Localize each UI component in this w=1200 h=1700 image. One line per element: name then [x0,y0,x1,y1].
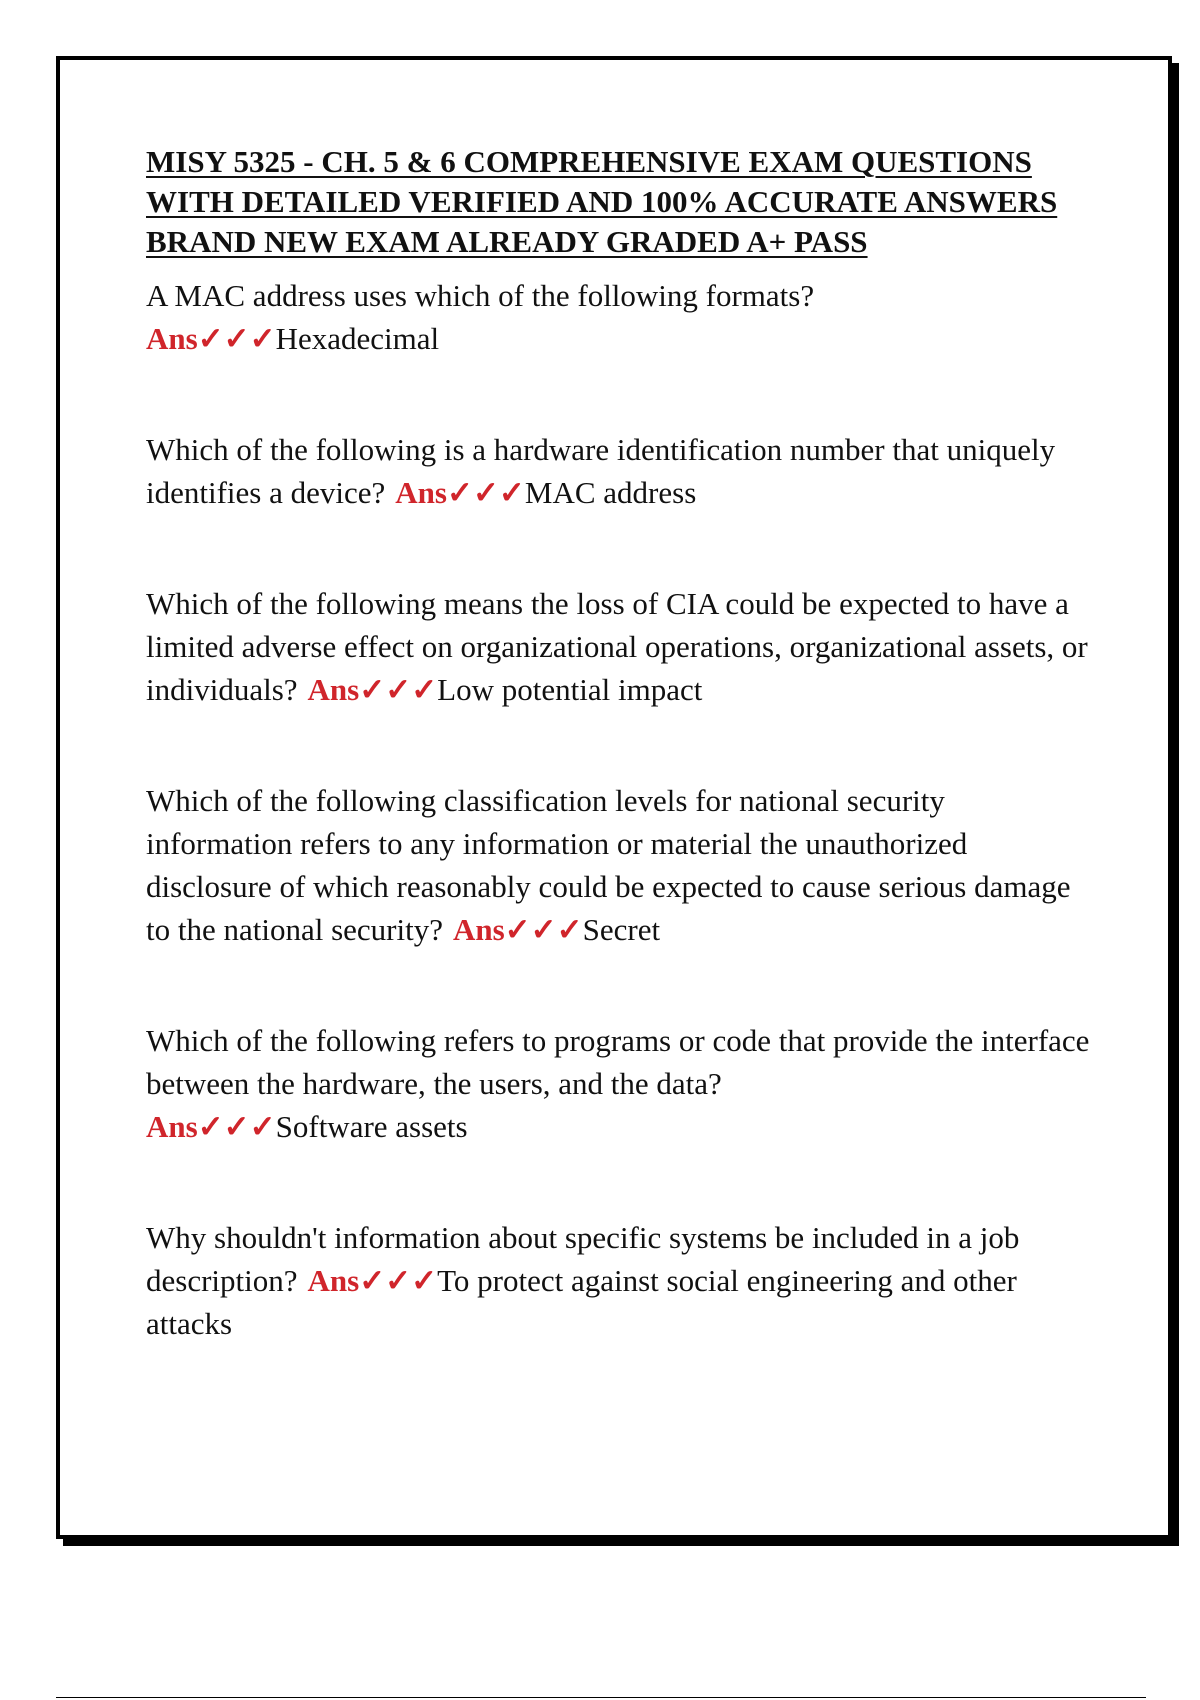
question-text: Which of the following means the loss of CIA could be expected to have a limited adverse effect on organizational operations, organizational assets, or individuals? [146,586,1088,707]
qa-item [146,1019,1096,1148]
answer-marker: Ans✓✓✓ [395,475,525,510]
qa-item [146,1216,1096,1345]
qa-item [146,274,1096,360]
document-title: MISY 5325 - CH. 5 & 6 COMPREHENSIVE EXAM QUESTIONS WITH DETAILED VERIFIED AND 100% ACCURATE ANSWERS BRAND NEW EXAM ALREADY GRADED A+ PASS [146,144,1058,259]
answer-text: Software assets [275,1109,468,1144]
question-text: Why shouldn't information about specific systems be included in a job description? [146,1220,1020,1298]
qa-item [146,582,1096,711]
question-text: Which of the following classification levels for national security information refers to any information or material the unauthorized disclosure of which reasonably could be expected to cause serious damage to the national security? [146,783,1071,947]
answer-marker: Ans✓✓✓ [146,321,276,356]
answer-text: Secret [582,912,661,947]
answer-text: MAC address [524,475,697,510]
answer-text: Low potential impact [437,672,703,707]
answer-marker: Ans✓✓✓ [146,1109,276,1144]
answer-marker: Ans✓✓✓ [452,912,583,947]
answer-marker: Ans✓✓✓ [307,1263,438,1298]
question-text: Which of the following is a hardware identification number that uniquely identifies a device? [146,432,1056,510]
answer-text: To protect against social engineering and other attacks [146,1263,1017,1341]
question-text: A MAC address uses which of the following formats? [146,278,815,313]
answer-text: Hexadecimal [275,321,440,356]
answer-marker: Ans✓✓✓ [307,672,438,707]
question-text: Which of the following refers to programs or code that provide the interface between the hardware, the users, and the data? [146,1023,1090,1101]
document-content [146,142,1096,1345]
footer-rule [56,1697,1146,1698]
qa-item [146,779,1096,951]
qa-item [146,428,1096,514]
